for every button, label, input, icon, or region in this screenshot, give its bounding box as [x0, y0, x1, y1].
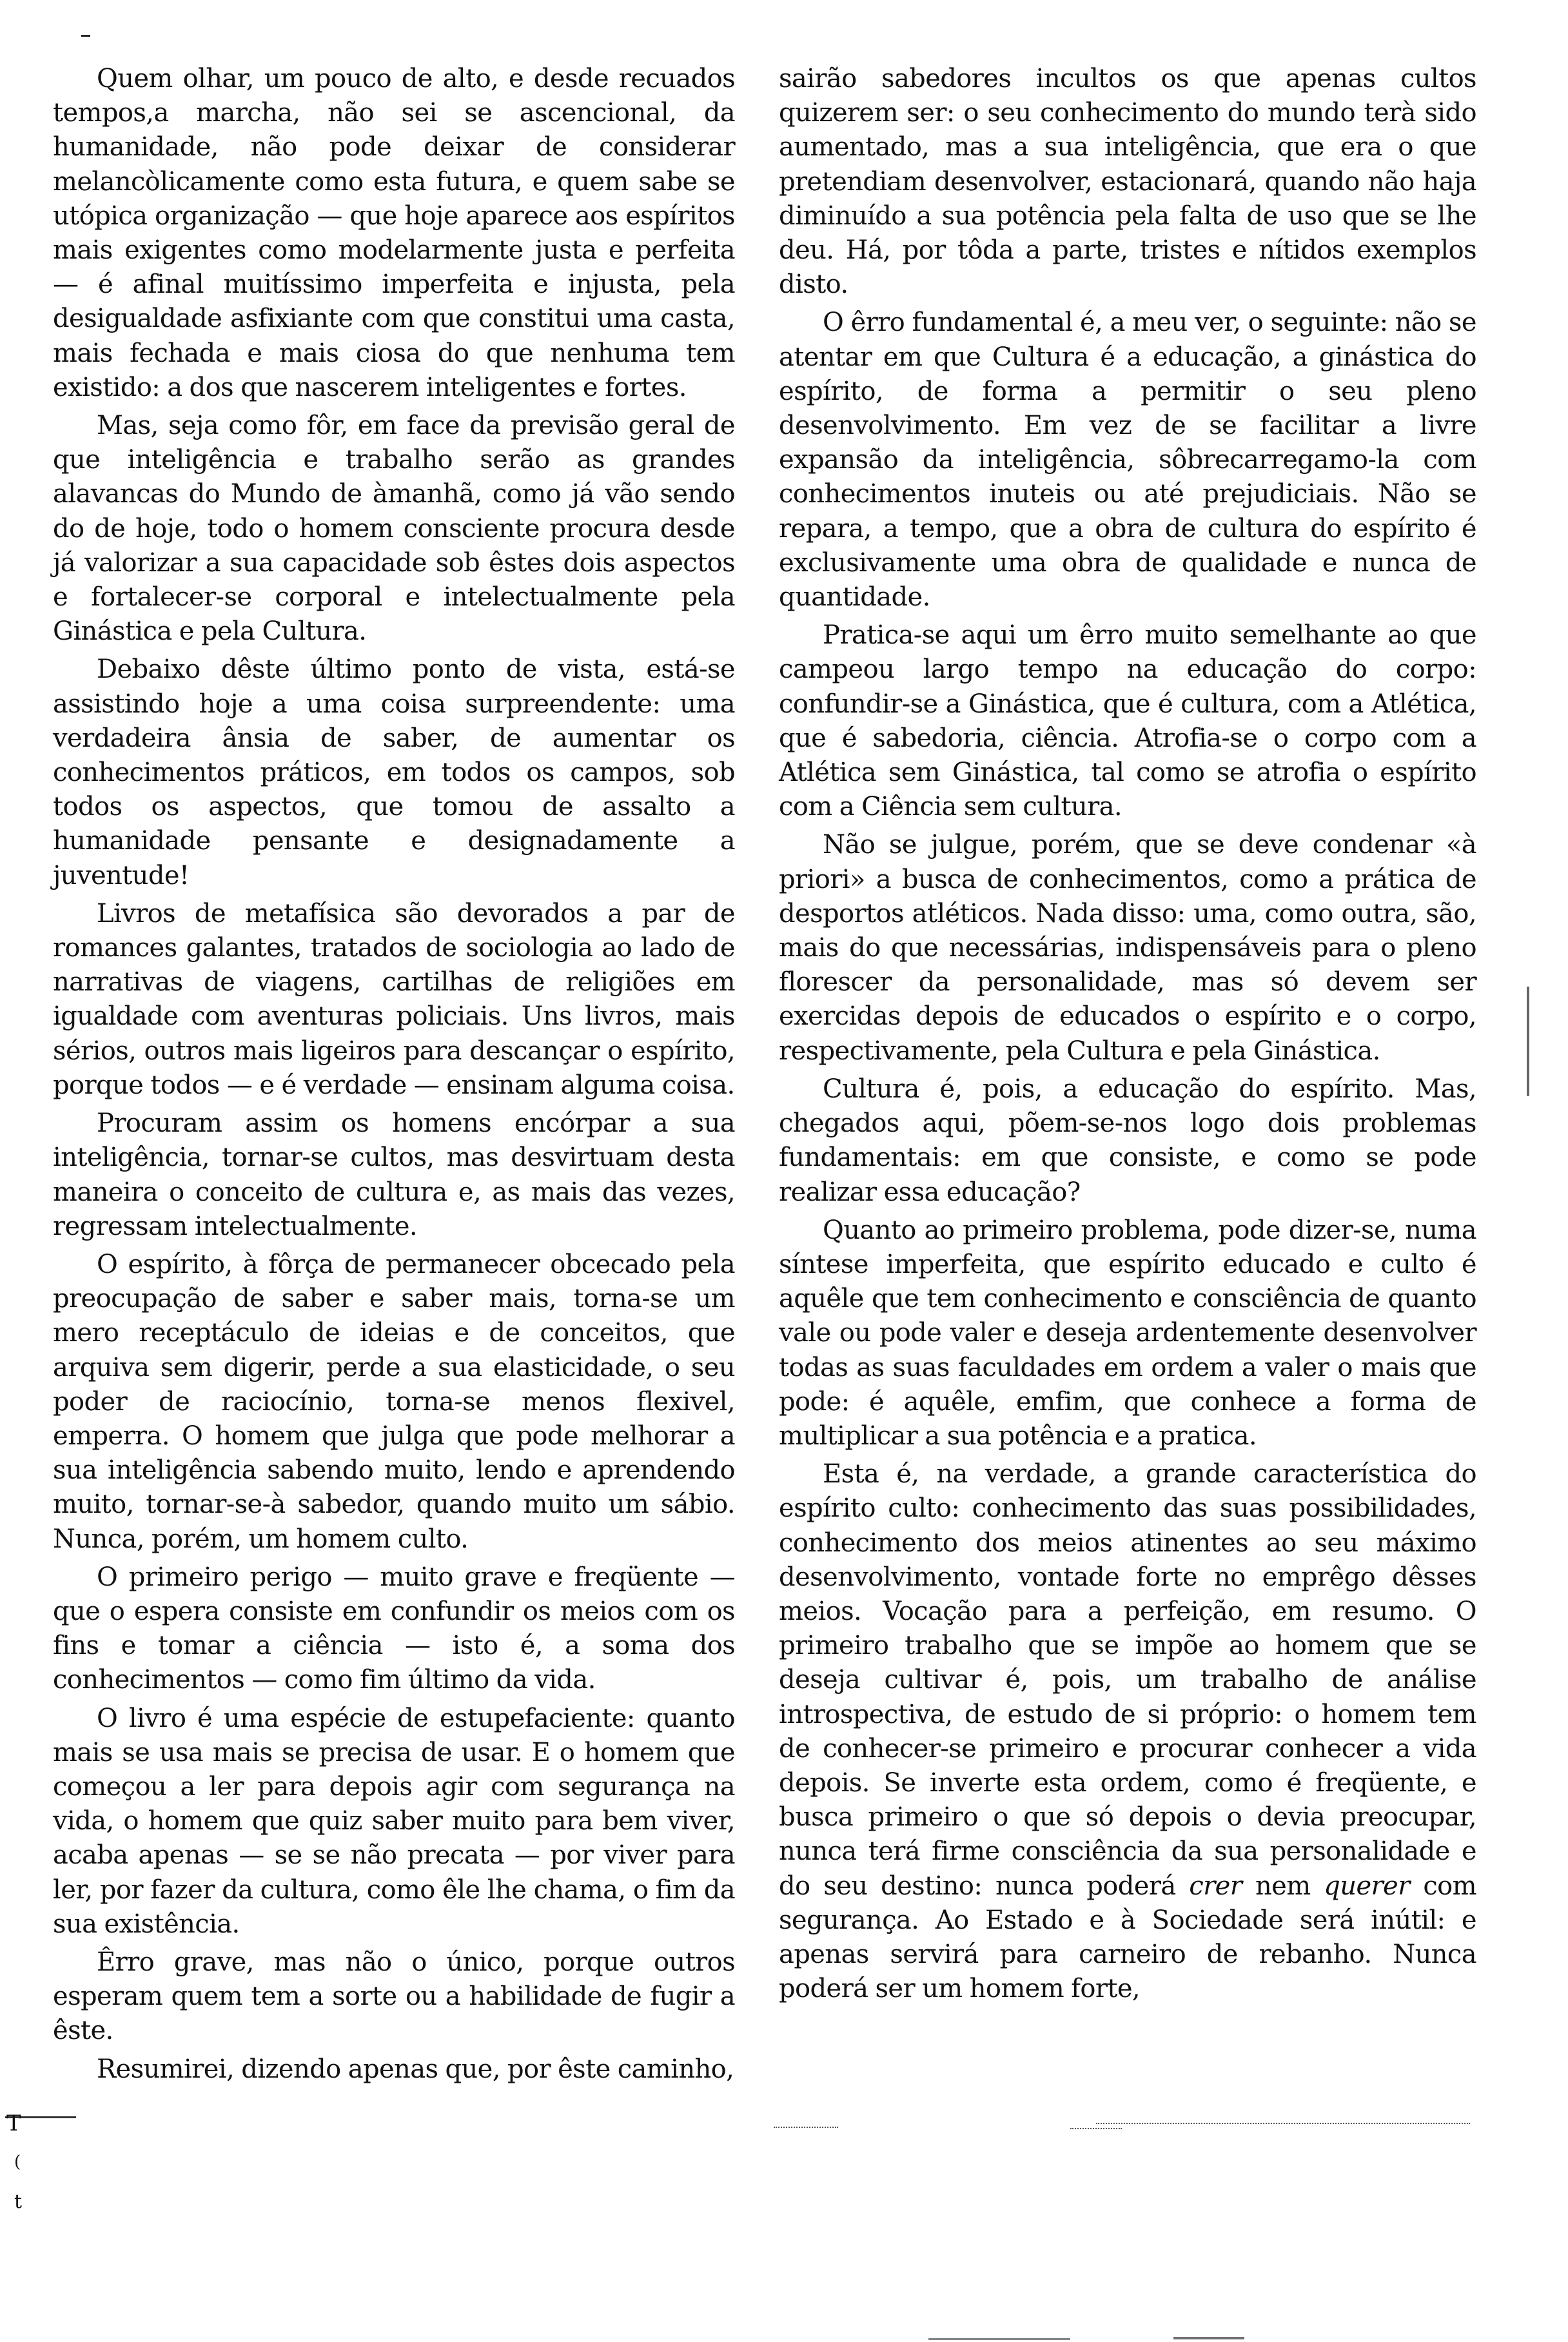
scan-dotted-rule	[1070, 2128, 1122, 2129]
margin-mark: t	[14, 2190, 23, 2213]
paragraph: O livro é uma espécie de estupefaciente: quanto mais se usa mais se precisa de usar. E o homem que começou a ler para depois agir com segurança na vida, o homem que quiz saber muito para bem viver, acaba apenas — se se não precata — por viver para ler, por fazer da cultura, como êle lhe chama, o fim da sua existência.	[53, 1703, 735, 1939]
paragraph: Quanto ao primeiro problema, pode dizer-se, numa síntese imperfeita, que espírito educado e culto é aquêle que tem conhecimento e consciência de quanto vale ou pode valer e deseja ardentemente desenvolver todas as suas faculdades em ordem a valer o mais que pode: é aquêle, emfim, que conhece a forma de multiplicar a sua potência e a pratica.	[779, 1215, 1476, 1451]
text-column-left	[53, 62, 735, 2091]
paragraph: Pratica-se aqui um êrro muito semelhante ao que campeou largo tempo na educação do corpo: confundir-se a Ginástica, que é cultura, com a Atlética, que é sabedoria, ciência. Atrofia-se o corpo com a Atlética sem Ginástica, tal como se atrofia o espírito com a Ciência sem cultura.	[779, 620, 1476, 822]
paragraph: Mas, seja como fôr, em face da previsão geral de que inteligência e trabalho serão as grandes alavancas do Mundo de àmanhã, como já vão sendo do de hoje, todo o homem consciente procura desde já valorizar a sua capacidade sob êstes dois aspectos e fortalecer-se corporal e intelectualmente pela Ginástica e pela Cultura.	[53, 411, 735, 647]
text-column-right	[779, 62, 1476, 2010]
scan-edge-mark	[1527, 987, 1529, 1096]
paragraph: Êrro grave, mas não o único, porque outros esperam quem tem a sorte ou a habilidade de fugir a êste.	[53, 1947, 735, 2046]
scan-dotted-rule	[774, 2127, 838, 2128]
text-run: com segurança. Ao Estado e à Sociedade será inútil: e apenas servirá para carneiro de rebanho. Nunca poderá ser um homem forte,	[779, 1871, 1476, 2004]
paragraph-with-emphasis	[779, 1457, 1476, 2006]
text-run: Esta é, na verdade, a grande característica do espírito culto: conhecimento das suas possibilidades, conhecimento dos meios atinentes ao seu máximo desenvolvimento, vontade forte no emprêgo dêsses meios. Vocação para a perfeição, em resumo. O primeiro trabalho que se impõe ao homem que se deseja cultivar é, pois, um trabalho de análise introspectiva, de estudo de si próprio: o homem tem de conhecer-se primeiro e procurar conhecer a vida depois. Se inverte esta ordem, como é freqüente, e busca primeiro o que só depois o devia preocupar, nunca terá firme consciência da sua personalidade e do seu destino: nunca poderá	[779, 1459, 1476, 1901]
emphasis-crer: crer	[1189, 1871, 1242, 1901]
paragraph: Quem olhar, um pouco de alto, e desde recuados tempos,a marcha, não sei se ascencional, da humanidade, não pode deixar de considerar melancòlicamente como esta futura, e quem sabe se utópica organização — que hoje aparece aos espíritos mais exigentes como modelarmente justa e perfeita — é afinal muitíssimo imperfeita e injusta, pela desigualdade asfixiante com que constitui uma casta, mais fechada e mais ciosa do que nenhuma tem existido: a dos que nascerem inteligentes e fortes.	[53, 64, 735, 402]
scan-edge-mark	[928, 2338, 1070, 2340]
margin-mark: (	[14, 2152, 21, 2172]
paragraph: O espírito, à fôrça de permanecer obcecado pela preocupação de saber e saber mais, torna-se um mero receptáculo de ideias e de conceitos, que arquiva sem digerir, perde a sua elasticidade, o seu poder de raciocínio, torna-se menos flexivel, emperra. O homem que julga que pode melhorar a sua inteligência sabendo muito, lendo e aprendendo muito, tornar-se-à sabedor, quando muito um sábio. Nunca, porém, um homem culto.	[53, 1249, 735, 1554]
paragraph: O primeiro perigo — muito grave e freqüente — que o espera consiste em confundir os meios com os fins e tomar a ciência — isto é, a soma dos conhecimentos — como fim último da vida.	[53, 1562, 735, 1695]
paragraph: Procuram assim os homens encórpar a sua inteligência, tornar-se cultos, mas desvirtuam desta maneira o conceito de cultura e, as mais das vezes, regressam intelectualmente.	[53, 1108, 735, 1241]
paragraph-continued: sairão sabedores incultos os que apenas cultos quizerem ser: o seu conhecimento do mundo terà sido aumentado, mas a sua inteligência, que era o que pretendiam desenvolver, estacionará, quando não haja diminuído a sua potência pela falta de uso que se lhe deu. Há, por tôda a parte, tristes e nítidos exemplos disto.	[779, 64, 1476, 300]
paragraph: Livros de metafísica são devorados a par de romances galantes, tratados de sociologia ao lado de narrativas de viagens, cartilhas de religiões em igualdade com aventuras policiais. Uns livros, mais sérios, outros mais ligeiros para descançar o espírito, porque todos — e é verdade — ensinam alguma coisa.	[53, 898, 735, 1100]
paragraph: Resumirei, dizendo apenas que, por êste caminho,	[97, 2054, 734, 2084]
paragraph: Cultura é, pois, a educação do espírito. Mas, chegados aqui, põem-se-nos logo dois problemas fundamentais: em que consiste, e como se pode realizar essa educação?	[779, 1074, 1476, 1207]
paragraph: O êrro fundamental é, a meu ver, o seguinte: não se atentar em que Cultura é a educação, a ginástica do espírito, de forma a permitir o seu pleno desenvolvimento. Em vez de se facilitar a livre expansão da inteligência, sôbrecarregamo-la com conhecimentos inuteis ou até prejudiciais. Não se repara, a tempo, que a obra de cultura do espírito é exclusivamente uma obra de qualidade e nunca de quantidade.	[779, 308, 1476, 613]
emphasis-querer: querer	[1324, 1871, 1410, 1901]
text-run: nem	[1242, 1871, 1324, 1901]
scan-edge-mark	[1173, 2337, 1244, 2339]
paragraph: Debaixo dêste último ponto de vista, está-se assistindo hoje a uma coisa surpreendente: uma verdadeira ânsia de saber, de aumentar os conhecimentos práticos, em todos os campos, sob todos os aspectos, que tomou de assalto a humanidade pensante e designadamente a juventude!	[53, 654, 735, 891]
scan-dotted-rule	[1096, 2123, 1470, 2124]
margin-mark: T	[6, 2111, 21, 2136]
scan-speck	[81, 35, 90, 37]
paragraph: Não se julgue, porém, que se deve condenar «à priori» a busca de conhecimentos, como a prática de desportos atléticos. Nada disso: uma, como outra, são, mais do que necessárias, indispensáveis para o pleno florescer da personalidade, mas só devem ser exercidas depois de educados o espírito e o corpo, respectivamente, pela Cultura e pela Ginástica.	[779, 830, 1476, 1066]
